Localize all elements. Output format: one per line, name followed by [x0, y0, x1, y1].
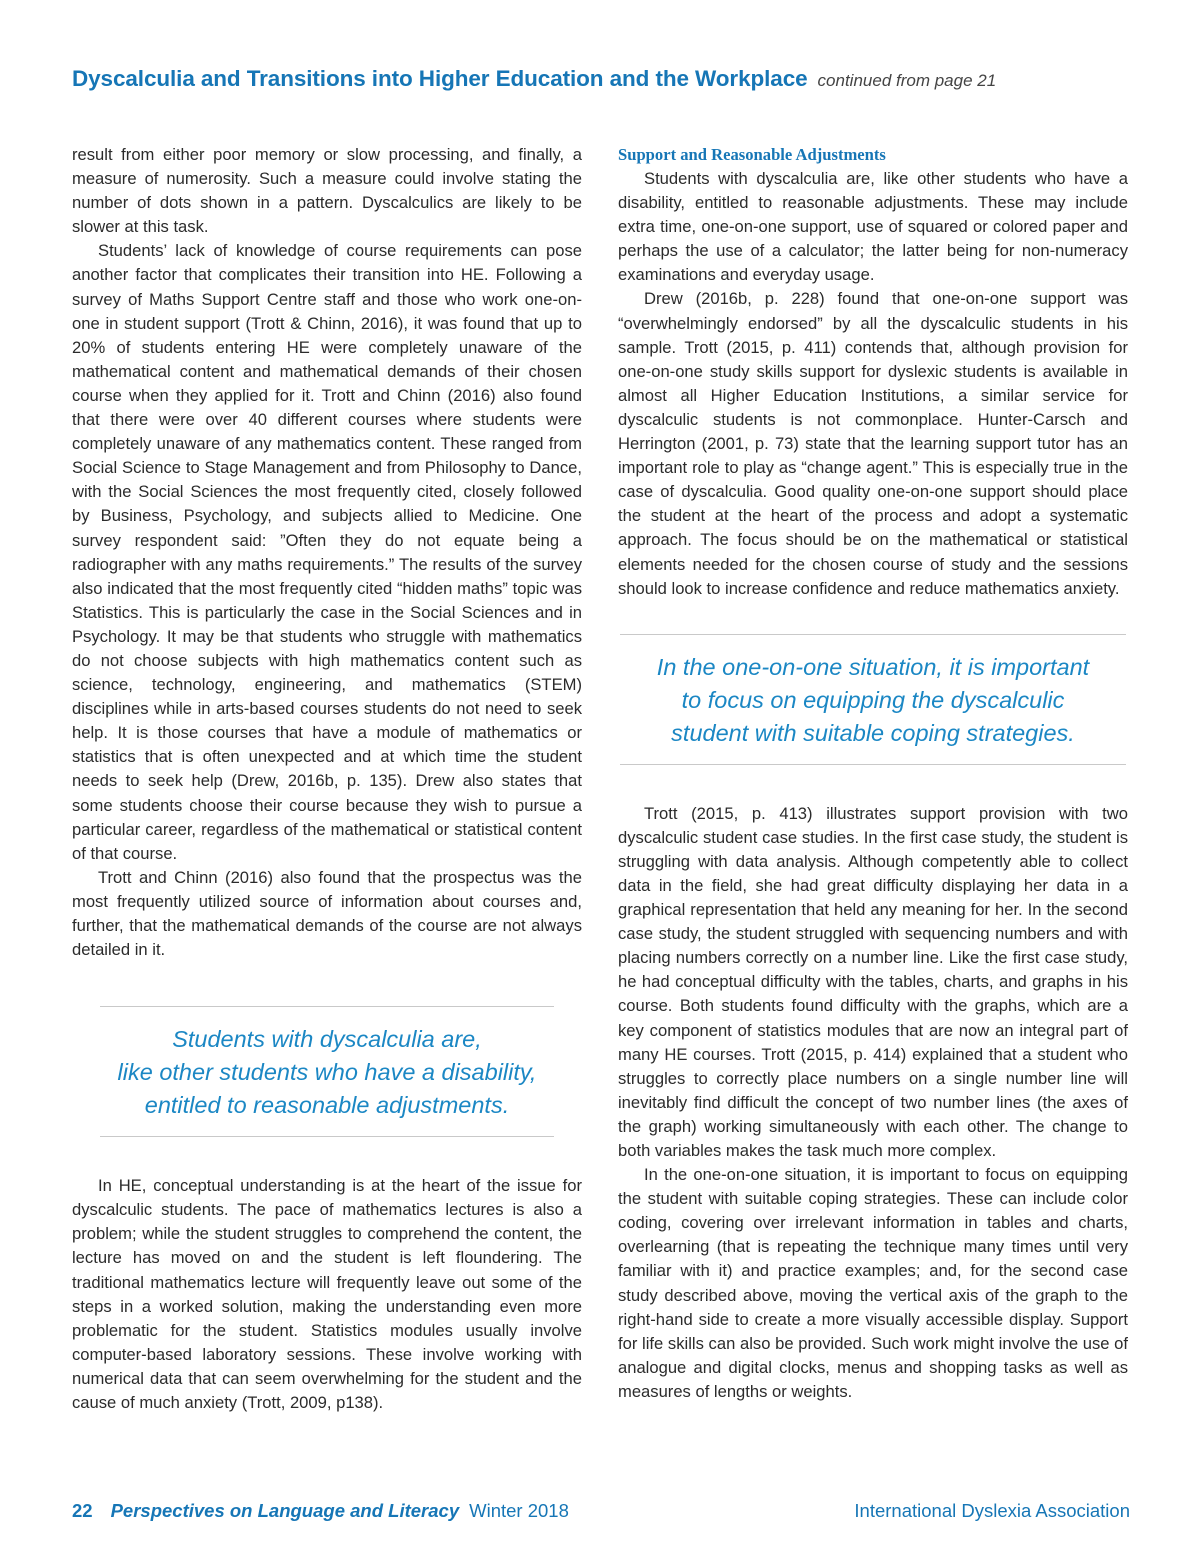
journal-name: Perspectives on Language and Literacy: [110, 1500, 460, 1521]
page-footer: [72, 1500, 1130, 1522]
pull-quote-line: Students with dyscalculia are,: [172, 1026, 482, 1053]
pull-quote-line: In the one-on-one situation, it is important: [656, 653, 1090, 680]
body-paragraph: Trott and Chinn (2016) also found that the prospectus was the most frequently utilized source of information about courses and, further, that the mathematical demands of the course are not always detailed in it.: [72, 867, 582, 960]
page-number: 22: [72, 1500, 93, 1521]
running-header: [72, 66, 1132, 92]
body-paragraph: In HE, conceptual understanding is at the heart of the issue for dyscalculic students. The pace of mathematics lectures is also a problem; while the student struggles to comprehend the content, the lecture has moved on and the student is left floundering. The traditional mathematics lecture will frequently leave out some of the steps in a worked solution, making the understanding even more problematic for the student. Statistics modules usually involve computer-based laboratory sessions. These involve working with numerical data that can seem overwhelming for the student and the cause of much anxiety (Trott, 2009, p138).: [72, 1176, 582, 1413]
pull-quote-line: to focus on equipping the dyscalculic: [681, 686, 1065, 713]
left-column: [72, 143, 582, 1415]
pull-quote: [100, 1006, 554, 1137]
body-paragraph: Drew (2016b, p. 228) found that one-on-one support was “overwhelmingly endorsed” by all the dyscalculic students in his sample. Trott (2015, p. 411) contends that, although provision for one-on-one study skills support for dyslexic students is available in almost all Higher Education Institutions, a similar service for dyscalculic students is not commonplace. Hunter-Carsch and Herrington (2001, p. 73) state that the learning support tutor has an important role to play as “change agent.” This is especially true in the case of dyscalculia. Good quality one-on-one support should place the student at the heart of the process and adopt a systematic approach. The focus should be on the mathematical or statistical elements needed for the chosen course of study and the sessions should look to increase confidence and reduce mathematics anxiety.: [618, 289, 1128, 598]
body-paragraph: result from either poor memory or slow processing, and finally, a measure of numerosity. Such a measure could involve stating the number of dots shown in a pattern. Dyscalculics are likely to be slower at this task.: [72, 145, 582, 237]
continued-note: continued from page 21: [817, 71, 997, 90]
body-paragraph: Trott (2015, p. 413) illustrates support provision with two dyscalculic student case studies. In the first case study, the student is struggling with data analysis. Although competently able to collect data in the field, she had great difficulty displaying her data in a graphical representation that held any meaning for her. In the second case study, the student struggled with sequencing numbers and with placing numbers correctly on a number line. Like the first case study, he had conceptual difficulty with the tables, charts, and graphs in his course. Both students found difficulty with the graphs, which are a key component of statistics modules that are now an integral part of many HE courses. Trott (2015, p. 414) explained that a student who struggles to correctly place numbers on a single number line will inevitably find difficult the concept of two number lines (the axes of the graph) working simultaneously with each other. The change to both variables makes the task much more complex.: [618, 803, 1128, 1160]
body-paragraph: In the one-on-one situation, it is important to focus on equipping the student with suitable coping strategies. These can include color coding, covering over irrelevant information in tables and charts, overlearning (that is repeating the technique many times until very familiar with it) and practice examples; and, for the second case study described above, moving the vertical axis of the graph to the right-hand side to create a more visually accessible display. Support for life skills can also be provided. Such work might involve the use of analogue and digital clocks, menus and shopping tasks as well as measures of lengths or weights.: [618, 1165, 1128, 1401]
body-paragraph: Students with dyscalculia are, like other students who have a disability, entitled to reasonable adjustments. These may include extra time, one-on-one support, use of squared or colored paper and perhaps the use of a calculator; the latter being for non-numeracy examinations and everyday usage.: [618, 169, 1128, 285]
section-subheading: Support and Reasonable Adjustments: [618, 145, 886, 164]
pull-quote-line: entitled to reasonable adjustments.: [144, 1092, 510, 1119]
body-paragraph: Students’ lack of knowledge of course requirements can pose another factor that complicates their transition into HE. Following a survey of Maths Support Centre staff and those who work one-on-one in student support (Trott & Chinn, 2016), it was found that up to 20% of students entering HE were completely unaware of the mathematical content and mathematical demands of their chosen course when they applied for it. Trott and Chinn (2016) also found that there were over 40 different courses where students were completely unaware of any mathematics content. These ranged from Social Science to Stage Management and from Philosophy to Dance, with the Social Sciences the most frequently cited, closely followed by Business, Psychology, and subjects allied to Medicine. One survey respondent said: ”Often they do not equate being a radiographer with any maths requirements.” The results of the survey also indicated that the most frequently cited “hidden maths” topic was Statistics. This is particularly the case in the Social Sciences and in Psychology. It may be that students who struggle with mathematics do not choose subjects with high mathematics content such as science, technology, engineering, and mathematics (STEM) disciplines while in arts-based courses students do not need to seek help. It is those courses that have a module of mathematics or statistics that is often unexpected and at which time the student needs to seek help (Drew, 2016b, p. 135). Drew also states that some students choose their course because they wish to pursue a particular career, regardless of the mathematical or statistical content of that course.: [72, 241, 582, 863]
pull-quote-line: student with suitable coping strategies.: [671, 719, 1075, 746]
pull-quote: [620, 634, 1126, 765]
article-title: Dyscalculia and Transitions into Higher Education and the Workplace: [72, 66, 808, 91]
pull-quote-line: like other students who have a disability,: [117, 1059, 537, 1086]
issue-label: Winter 2018: [469, 1500, 569, 1521]
organization-name: International Dyslexia Association: [854, 1500, 1130, 1521]
right-column: [618, 143, 1128, 1404]
